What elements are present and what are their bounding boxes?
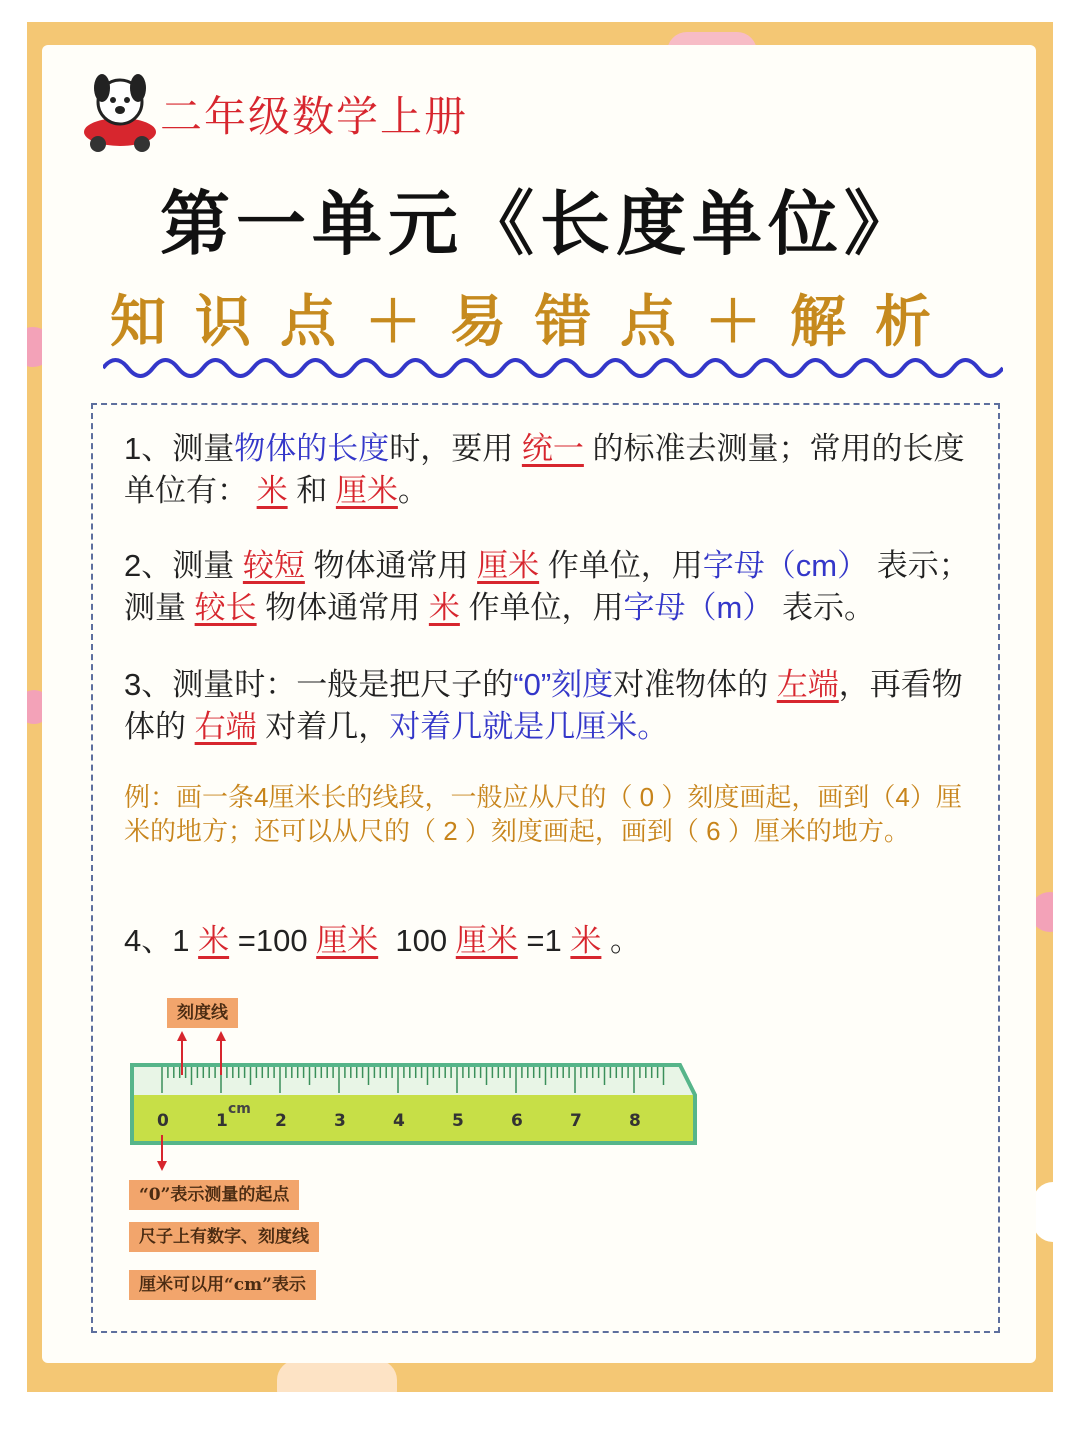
point-highlight: 物体的长度	[234, 431, 390, 466]
point-answer: 米	[256, 473, 288, 508]
tick-line-label: 刻度线	[167, 998, 238, 1028]
point-1	[124, 428, 974, 512]
point-text: 对着几，	[265, 709, 390, 744]
point-text: 物体通常用	[265, 590, 421, 625]
point-text: ，再看物体的	[124, 667, 963, 744]
point-text: 表示。	[781, 590, 875, 625]
point-answer: 厘米	[455, 923, 518, 958]
subtitle: 知识点＋易错点＋解析	[110, 289, 960, 355]
point-answer: 统一	[521, 431, 584, 466]
ruler-diagram	[120, 995, 720, 1315]
ruler-note: “0”表示测量的起点	[129, 1180, 299, 1210]
point-answer: 较长	[194, 590, 257, 625]
point-text: 时，要用	[389, 431, 514, 466]
ruler-number: 2	[275, 1111, 287, 1131]
point-text: 100	[395, 923, 448, 958]
grade-label: 二年级数学上册	[160, 92, 469, 141]
point-text: 作单位，用	[547, 548, 703, 583]
ruler-number: 1	[216, 1111, 228, 1131]
point-4	[124, 920, 974, 962]
point-answer: 米	[198, 923, 230, 958]
point-text: 物体通常用	[313, 548, 469, 583]
point-answer: 厘米	[316, 923, 379, 958]
ruler-number: 8	[629, 1111, 641, 1131]
dog-car-icon	[76, 70, 164, 154]
point-text: 3、测量时：一般是把尺子的	[124, 667, 514, 702]
point-2	[124, 545, 974, 629]
decor-dot	[1033, 1182, 1053, 1242]
point-answer: 米	[570, 923, 602, 958]
ruler-number: 5	[452, 1111, 464, 1131]
point-text: 作单位，用	[468, 590, 624, 625]
ruler-unit: cm	[228, 1101, 251, 1117]
ruler-number: 0	[157, 1111, 169, 1131]
arrow-head	[216, 1031, 226, 1041]
arrow-head	[177, 1031, 187, 1041]
point-highlight: 字母（m）	[623, 590, 774, 625]
point-text: 表示；测量	[124, 548, 970, 625]
point-answer: 厘米	[477, 548, 540, 583]
point-answer: 较短	[242, 548, 305, 583]
ruler-number: 3	[334, 1111, 346, 1131]
point-text: 4、1	[124, 923, 190, 958]
point-highlight: “0”刻度	[513, 667, 614, 702]
point-answer: 米	[428, 590, 460, 625]
ruler-number: 6	[511, 1111, 523, 1131]
point-text: 。	[610, 923, 642, 958]
point-text: 对准物体的	[613, 667, 769, 702]
ruler-note: 尺子上有数字、刻度线	[129, 1222, 319, 1252]
point-highlight: 对着几就是几厘米。	[389, 709, 669, 744]
ruler-number: 4	[393, 1111, 405, 1131]
arrow-head	[157, 1161, 167, 1171]
point-highlight: 字母（cm）	[702, 548, 869, 583]
point-text: 的标准去测量；常用的长度单位有：	[124, 431, 965, 508]
point-text: 和	[296, 473, 328, 508]
wave-divider	[103, 350, 1003, 386]
point-text: 2、测量	[124, 548, 235, 583]
ruler-note: 厘米可以用“cm”表示	[129, 1270, 316, 1300]
point-text: =1	[526, 923, 562, 958]
point-answer: 右端	[194, 709, 257, 744]
point-answer: 厘米	[335, 473, 398, 508]
decor-dot	[277, 1360, 397, 1392]
page-title: 第一单元《长度单位》	[160, 182, 920, 265]
ruler-number: 7	[570, 1111, 582, 1131]
point-text: =100	[237, 923, 308, 958]
point-text: 1、测量	[124, 431, 235, 466]
point-text: 。	[397, 473, 429, 508]
point-answer: 左端	[776, 667, 839, 702]
example-text: 例：画一条4厘米长的线段，一般应从尺的（ 0 ）刻度画起，画到（4）厘米的地方；还可以从尺的（ 2 ）刻度画起，画到（ 6 ）厘米的地方。	[124, 782, 962, 846]
point-3	[124, 664, 974, 748]
